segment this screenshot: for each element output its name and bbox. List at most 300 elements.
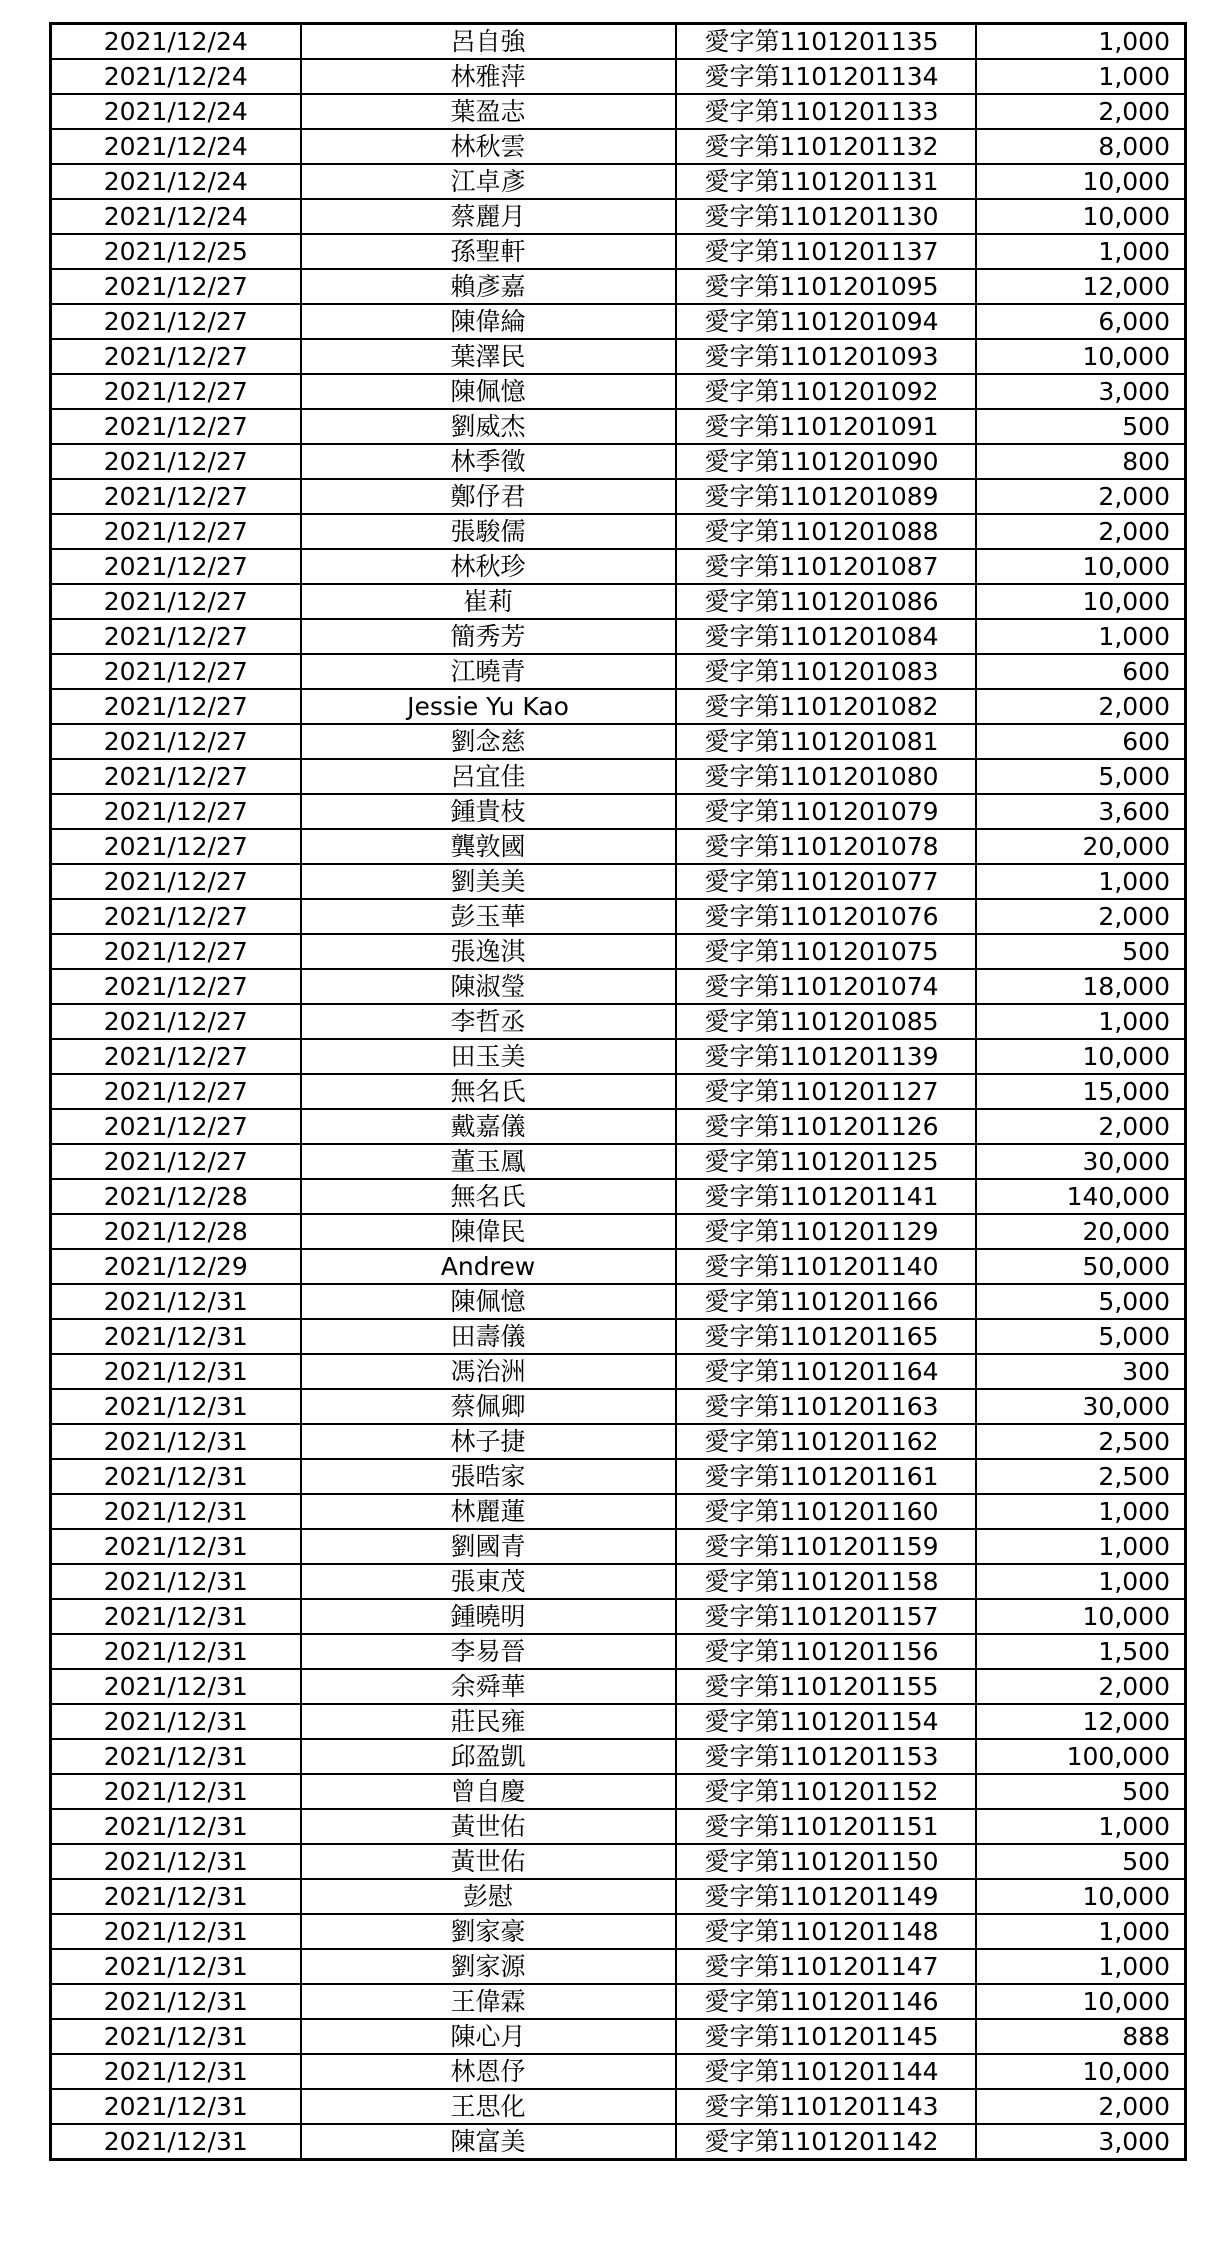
date-cell: 2021/12/31	[51, 1424, 301, 1459]
receipt-number-cell: 愛字第1101201140	[676, 1249, 976, 1284]
donor-name-cell: 黃世佑	[301, 1844, 676, 1879]
amount-cell: 10,000	[976, 549, 1186, 584]
amount-cell: 600	[976, 654, 1186, 689]
date-cell: 2021/12/31	[51, 1704, 301, 1739]
table-row	[51, 899, 1186, 934]
amount-cell: 500	[976, 409, 1186, 444]
date-cell: 2021/12/31	[51, 1809, 301, 1844]
date-cell: 2021/12/31	[51, 1319, 301, 1354]
donor-name-cell: 張逸淇	[301, 934, 676, 969]
table-row	[51, 1249, 1186, 1284]
date-cell: 2021/12/31	[51, 1774, 301, 1809]
table-row	[51, 1389, 1186, 1424]
date-cell: 2021/12/25	[51, 234, 301, 269]
amount-cell: 20,000	[976, 1214, 1186, 1249]
date-cell: 2021/12/27	[51, 864, 301, 899]
table-row	[51, 1284, 1186, 1319]
date-cell: 2021/12/31	[51, 1494, 301, 1529]
amount-cell: 10,000	[976, 584, 1186, 619]
receipt-number-cell: 愛字第1101201161	[676, 1459, 976, 1494]
table-row	[51, 374, 1186, 409]
table-row	[51, 1809, 1186, 1844]
amount-cell: 30,000	[976, 1144, 1186, 1179]
date-cell: 2021/12/31	[51, 1739, 301, 1774]
date-cell: 2021/12/28	[51, 1214, 301, 1249]
date-cell: 2021/12/27	[51, 724, 301, 759]
table-row	[51, 269, 1186, 304]
table-row	[51, 829, 1186, 864]
table-row	[51, 1074, 1186, 1109]
date-cell: 2021/12/27	[51, 654, 301, 689]
donor-name-cell: 呂宜佳	[301, 759, 676, 794]
date-cell: 2021/12/31	[51, 2054, 301, 2089]
donor-name-cell: 彭玉華	[301, 899, 676, 934]
table-row	[51, 514, 1186, 549]
receipt-number-cell: 愛字第1101201154	[676, 1704, 976, 1739]
date-cell: 2021/12/31	[51, 1669, 301, 1704]
date-cell: 2021/12/27	[51, 829, 301, 864]
amount-cell: 1,000	[976, 1529, 1186, 1564]
amount-cell: 888	[976, 2019, 1186, 2054]
amount-cell: 8,000	[976, 129, 1186, 164]
amount-cell: 10,000	[976, 1879, 1186, 1914]
date-cell: 2021/12/27	[51, 584, 301, 619]
date-cell: 2021/12/24	[51, 24, 301, 60]
receipt-number-cell: 愛字第1101201088	[676, 514, 976, 549]
amount-cell: 5,000	[976, 1319, 1186, 1354]
amount-cell: 1,000	[976, 1494, 1186, 1529]
donor-name-cell: 黃世佑	[301, 1809, 676, 1844]
table-row	[51, 2124, 1186, 2160]
amount-cell: 1,000	[976, 24, 1186, 60]
amount-cell: 800	[976, 444, 1186, 479]
donor-name-cell: 田壽儀	[301, 1319, 676, 1354]
table-row	[51, 1459, 1186, 1494]
receipt-number-cell: 愛字第1101201127	[676, 1074, 976, 1109]
table-row	[51, 164, 1186, 199]
receipt-number-cell: 愛字第1101201084	[676, 619, 976, 654]
donor-name-cell: 林麗蓮	[301, 1494, 676, 1529]
table-row	[51, 59, 1186, 94]
receipt-number-cell: 愛字第1101201125	[676, 1144, 976, 1179]
receipt-number-cell: 愛字第1101201132	[676, 129, 976, 164]
amount-cell: 10,000	[976, 164, 1186, 199]
amount-cell: 1,000	[976, 1914, 1186, 1949]
table-row	[51, 1354, 1186, 1389]
receipt-number-cell: 愛字第1101201155	[676, 1669, 976, 1704]
date-cell: 2021/12/29	[51, 1249, 301, 1284]
receipt-number-cell: 愛字第1101201158	[676, 1564, 976, 1599]
donor-name-cell: 余舜華	[301, 1669, 676, 1704]
date-cell: 2021/12/27	[51, 899, 301, 934]
amount-cell: 50,000	[976, 1249, 1186, 1284]
table-row	[51, 1529, 1186, 1564]
receipt-number-cell: 愛字第1101201083	[676, 654, 976, 689]
amount-cell: 5,000	[976, 759, 1186, 794]
date-cell: 2021/12/31	[51, 1984, 301, 2019]
amount-cell: 600	[976, 724, 1186, 759]
amount-cell: 100,000	[976, 1739, 1186, 1774]
receipt-number-cell: 愛字第1101201166	[676, 1284, 976, 1319]
receipt-number-cell: 愛字第1101201090	[676, 444, 976, 479]
date-cell: 2021/12/27	[51, 794, 301, 829]
amount-cell: 1,000	[976, 234, 1186, 269]
donor-name-cell: 江卓彥	[301, 164, 676, 199]
table-row	[51, 129, 1186, 164]
donor-name-cell: 簡秀芳	[301, 619, 676, 654]
amount-cell: 3,000	[976, 2124, 1186, 2160]
donor-name-cell: 林季徵	[301, 444, 676, 479]
receipt-number-cell: 愛字第1101201133	[676, 94, 976, 129]
receipt-number-cell: 愛字第1101201142	[676, 2124, 976, 2160]
donor-name-cell: 劉國青	[301, 1529, 676, 1564]
date-cell: 2021/12/31	[51, 2019, 301, 2054]
date-cell: 2021/12/27	[51, 619, 301, 654]
receipt-number-cell: 愛字第1101201152	[676, 1774, 976, 1809]
donor-name-cell: 鍾曉明	[301, 1599, 676, 1634]
amount-cell: 1,000	[976, 1949, 1186, 1984]
table-row	[51, 199, 1186, 234]
date-cell: 2021/12/27	[51, 759, 301, 794]
amount-cell: 10,000	[976, 199, 1186, 234]
receipt-number-cell: 愛字第1101201165	[676, 1319, 976, 1354]
amount-cell: 6,000	[976, 304, 1186, 339]
donor-name-cell: 呂自強	[301, 24, 676, 60]
table-row	[51, 654, 1186, 689]
table-row	[51, 234, 1186, 269]
amount-cell: 1,000	[976, 1004, 1186, 1039]
receipt-number-cell: 愛字第1101201085	[676, 1004, 976, 1039]
donor-name-cell: 蔡佩卿	[301, 1389, 676, 1424]
donor-name-cell: 陳佩憶	[301, 1284, 676, 1319]
date-cell: 2021/12/31	[51, 1564, 301, 1599]
date-cell: 2021/12/31	[51, 1529, 301, 1564]
donor-name-cell: 張東茂	[301, 1564, 676, 1599]
date-cell: 2021/12/24	[51, 199, 301, 234]
donor-name-cell: 王思化	[301, 2089, 676, 2124]
table-row	[51, 1214, 1186, 1249]
donor-name-cell: 張駿儒	[301, 514, 676, 549]
date-cell: 2021/12/27	[51, 689, 301, 724]
table-row	[51, 969, 1186, 1004]
receipt-number-cell: 愛字第1101201089	[676, 479, 976, 514]
table-row	[51, 1039, 1186, 1074]
table-row	[51, 1319, 1186, 1354]
table-row	[51, 1774, 1186, 1809]
donor-name-cell: 林秋珍	[301, 549, 676, 584]
date-cell: 2021/12/27	[51, 374, 301, 409]
amount-cell: 10,000	[976, 2054, 1186, 2089]
receipt-number-cell: 愛字第1101201086	[676, 584, 976, 619]
donor-name-cell: 劉美美	[301, 864, 676, 899]
table-row	[51, 2019, 1186, 2054]
receipt-number-cell: 愛字第1101201148	[676, 1914, 976, 1949]
amount-cell: 1,000	[976, 1564, 1186, 1599]
receipt-number-cell: 愛字第1101201130	[676, 199, 976, 234]
donor-name-cell: Andrew	[301, 1249, 676, 1284]
amount-cell: 500	[976, 1844, 1186, 1879]
donor-name-cell: 陳偉民	[301, 1214, 676, 1249]
amount-cell: 2,000	[976, 479, 1186, 514]
donor-name-cell: 陳淑瑩	[301, 969, 676, 1004]
amount-cell: 2,500	[976, 1424, 1186, 1459]
receipt-number-cell: 愛字第1101201144	[676, 2054, 976, 2089]
date-cell: 2021/12/24	[51, 129, 301, 164]
donor-name-cell: 蔡麗月	[301, 199, 676, 234]
receipt-number-cell: 愛字第1101201150	[676, 1844, 976, 1879]
amount-cell: 500	[976, 934, 1186, 969]
receipt-number-cell: 愛字第1101201080	[676, 759, 976, 794]
donor-name-cell: 陳佩憶	[301, 374, 676, 409]
donor-name-cell: 劉念慈	[301, 724, 676, 759]
donor-name-cell: 張晧家	[301, 1459, 676, 1494]
donor-name-cell: 莊民雍	[301, 1704, 676, 1739]
date-cell: 2021/12/31	[51, 1599, 301, 1634]
donor-name-cell: 無名氏	[301, 1179, 676, 1214]
receipt-number-cell: 愛字第1101201157	[676, 1599, 976, 1634]
donor-name-cell: 林恩伃	[301, 2054, 676, 2089]
date-cell: 2021/12/24	[51, 94, 301, 129]
amount-cell: 10,000	[976, 1039, 1186, 1074]
table-row	[51, 2054, 1186, 2089]
receipt-number-cell: 愛字第1101201137	[676, 234, 976, 269]
table-row	[51, 934, 1186, 969]
donor-name-cell: 鍾貴枝	[301, 794, 676, 829]
donor-name-cell: 林子捷	[301, 1424, 676, 1459]
donor-name-cell: 劉家豪	[301, 1914, 676, 1949]
table-row	[51, 94, 1186, 129]
amount-cell: 12,000	[976, 269, 1186, 304]
table-row	[51, 1179, 1186, 1214]
date-cell: 2021/12/24	[51, 164, 301, 199]
receipt-number-cell: 愛字第1101201149	[676, 1879, 976, 1914]
donor-name-cell: 田玉美	[301, 1039, 676, 1074]
amount-cell: 2,000	[976, 1669, 1186, 1704]
table-row	[51, 409, 1186, 444]
donor-name-cell: Jessie Yu Kao	[301, 689, 676, 724]
donor-name-cell: 鄭伃君	[301, 479, 676, 514]
donor-name-cell: 董玉鳳	[301, 1144, 676, 1179]
donor-name-cell: 馮治洲	[301, 1354, 676, 1389]
amount-cell: 10,000	[976, 1599, 1186, 1634]
receipt-number-cell: 愛字第1101201078	[676, 829, 976, 864]
table-row	[51, 1599, 1186, 1634]
receipt-number-cell: 愛字第1101201147	[676, 1949, 976, 1984]
amount-cell: 10,000	[976, 339, 1186, 374]
amount-cell: 20,000	[976, 829, 1186, 864]
table-row	[51, 479, 1186, 514]
table-row	[51, 304, 1186, 339]
date-cell: 2021/12/27	[51, 969, 301, 1004]
table-row	[51, 1984, 1186, 2019]
amount-cell: 1,500	[976, 1634, 1186, 1669]
receipt-number-cell: 愛字第1101201164	[676, 1354, 976, 1389]
date-cell: 2021/12/31	[51, 1949, 301, 1984]
date-cell: 2021/12/31	[51, 1634, 301, 1669]
receipt-number-cell: 愛字第1101201076	[676, 899, 976, 934]
donor-name-cell: 林秋雲	[301, 129, 676, 164]
donor-name-cell: 王偉霖	[301, 1984, 676, 2019]
table-row	[51, 864, 1186, 899]
receipt-number-cell: 愛字第1101201091	[676, 409, 976, 444]
amount-cell: 2,000	[976, 94, 1186, 129]
donor-name-cell: 彭慰	[301, 1879, 676, 1914]
date-cell: 2021/12/27	[51, 409, 301, 444]
donor-name-cell: 劉威杰	[301, 409, 676, 444]
receipt-number-cell: 愛字第1101201092	[676, 374, 976, 409]
table-row	[51, 1669, 1186, 1704]
amount-cell: 1,000	[976, 619, 1186, 654]
receipt-number-cell: 愛字第1101201162	[676, 1424, 976, 1459]
donor-name-cell: 崔莉	[301, 584, 676, 619]
receipt-number-cell: 愛字第1101201087	[676, 549, 976, 584]
donor-name-cell: 龔敦國	[301, 829, 676, 864]
donor-name-cell: 江曉青	[301, 654, 676, 689]
table-row	[51, 1109, 1186, 1144]
donor-name-cell: 劉家源	[301, 1949, 676, 1984]
date-cell: 2021/12/27	[51, 514, 301, 549]
table-row	[51, 1144, 1186, 1179]
amount-cell: 18,000	[976, 969, 1186, 1004]
receipt-number-cell: 愛字第1101201093	[676, 339, 976, 374]
date-cell: 2021/12/28	[51, 1179, 301, 1214]
donor-name-cell: 邱盈凱	[301, 1739, 676, 1774]
receipt-number-cell: 愛字第1101201075	[676, 934, 976, 969]
receipt-number-cell: 愛字第1101201095	[676, 269, 976, 304]
receipt-number-cell: 愛字第1101201134	[676, 59, 976, 94]
table-row	[51, 794, 1186, 829]
donor-name-cell: 陳富美	[301, 2124, 676, 2160]
amount-cell: 2,000	[976, 514, 1186, 549]
date-cell: 2021/12/27	[51, 479, 301, 514]
date-cell: 2021/12/27	[51, 1004, 301, 1039]
date-cell: 2021/12/27	[51, 1144, 301, 1179]
table-row	[51, 339, 1186, 374]
table-row	[51, 444, 1186, 479]
receipt-number-cell: 愛字第1101201145	[676, 2019, 976, 2054]
donor-name-cell: 曾自慶	[301, 1774, 676, 1809]
date-cell: 2021/12/24	[51, 59, 301, 94]
amount-cell: 300	[976, 1354, 1186, 1389]
receipt-number-cell: 愛字第1101201131	[676, 164, 976, 199]
receipt-number-cell: 愛字第1101201094	[676, 304, 976, 339]
receipt-number-cell: 愛字第1101201081	[676, 724, 976, 759]
date-cell: 2021/12/31	[51, 1844, 301, 1879]
table-row	[51, 24, 1186, 60]
donor-name-cell: 賴彥嘉	[301, 269, 676, 304]
amount-cell: 5,000	[976, 1284, 1186, 1319]
table-row	[51, 1564, 1186, 1599]
date-cell: 2021/12/31	[51, 1459, 301, 1494]
table-row	[51, 689, 1186, 724]
receipt-number-cell: 愛字第1101201129	[676, 1214, 976, 1249]
table-row	[51, 1494, 1186, 1529]
receipt-number-cell: 愛字第1101201141	[676, 1179, 976, 1214]
date-cell: 2021/12/27	[51, 549, 301, 584]
amount-cell: 30,000	[976, 1389, 1186, 1424]
amount-cell: 2,000	[976, 2089, 1186, 2124]
table-row	[51, 584, 1186, 619]
date-cell: 2021/12/27	[51, 934, 301, 969]
table-row	[51, 2089, 1186, 2124]
amount-cell: 3,600	[976, 794, 1186, 829]
table-row	[51, 1004, 1186, 1039]
donor-name-cell: 無名氏	[301, 1074, 676, 1109]
amount-cell: 2,500	[976, 1459, 1186, 1494]
table-row	[51, 759, 1186, 794]
date-cell: 2021/12/27	[51, 269, 301, 304]
receipt-number-cell: 愛字第1101201151	[676, 1809, 976, 1844]
amount-cell: 500	[976, 1774, 1186, 1809]
receipt-number-cell: 愛字第1101201077	[676, 864, 976, 899]
amount-cell: 2,000	[976, 1109, 1186, 1144]
receipt-number-cell: 愛字第1101201139	[676, 1039, 976, 1074]
table-row	[51, 1879, 1186, 1914]
amount-cell: 1,000	[976, 59, 1186, 94]
table-row	[51, 724, 1186, 759]
amount-cell: 1,000	[976, 1809, 1186, 1844]
donor-name-cell: 葉澤民	[301, 339, 676, 374]
date-cell: 2021/12/31	[51, 1879, 301, 1914]
receipt-number-cell: 愛字第1101201126	[676, 1109, 976, 1144]
date-cell: 2021/12/27	[51, 1039, 301, 1074]
date-cell: 2021/12/27	[51, 304, 301, 339]
date-cell: 2021/12/31	[51, 1284, 301, 1319]
receipt-number-cell: 愛字第1101201074	[676, 969, 976, 1004]
donor-name-cell: 陳心月	[301, 2019, 676, 2054]
donor-name-cell: 李哲丞	[301, 1004, 676, 1039]
amount-cell: 15,000	[976, 1074, 1186, 1109]
date-cell: 2021/12/27	[51, 444, 301, 479]
date-cell: 2021/12/31	[51, 1389, 301, 1424]
table-row	[51, 549, 1186, 584]
donor-name-cell: 孫聖軒	[301, 234, 676, 269]
date-cell: 2021/12/31	[51, 2124, 301, 2160]
donor-name-cell: 陳偉綸	[301, 304, 676, 339]
amount-cell: 10,000	[976, 1984, 1186, 2019]
date-cell: 2021/12/31	[51, 2089, 301, 2124]
receipt-number-cell: 愛字第1101201143	[676, 2089, 976, 2124]
amount-cell: 12,000	[976, 1704, 1186, 1739]
date-cell: 2021/12/27	[51, 1109, 301, 1144]
donor-name-cell: 李易晉	[301, 1634, 676, 1669]
donor-name-cell: 林雅萍	[301, 59, 676, 94]
amount-cell: 2,000	[976, 689, 1186, 724]
receipt-number-cell: 愛字第1101201146	[676, 1984, 976, 2019]
amount-cell: 3,000	[976, 374, 1186, 409]
date-cell: 2021/12/27	[51, 339, 301, 374]
table-row	[51, 1739, 1186, 1774]
date-cell: 2021/12/27	[51, 1074, 301, 1109]
receipt-number-cell: 愛字第1101201156	[676, 1634, 976, 1669]
receipt-number-cell: 愛字第1101201163	[676, 1389, 976, 1424]
amount-cell: 2,000	[976, 899, 1186, 934]
amount-cell: 140,000	[976, 1179, 1186, 1214]
table-row	[51, 1914, 1186, 1949]
table-row	[51, 619, 1186, 654]
ledger-body	[51, 24, 1186, 2160]
table-row	[51, 1424, 1186, 1459]
receipt-number-cell: 愛字第1101201160	[676, 1494, 976, 1529]
receipt-number-cell: 愛字第1101201159	[676, 1529, 976, 1564]
donor-name-cell: 戴嘉儀	[301, 1109, 676, 1144]
date-cell: 2021/12/31	[51, 1354, 301, 1389]
donor-name-cell: 葉盈志	[301, 94, 676, 129]
table-row	[51, 1949, 1186, 1984]
receipt-number-cell: 愛字第1101201153	[676, 1739, 976, 1774]
receipt-number-cell: 愛字第1101201079	[676, 794, 976, 829]
receipt-number-cell: 愛字第1101201082	[676, 689, 976, 724]
